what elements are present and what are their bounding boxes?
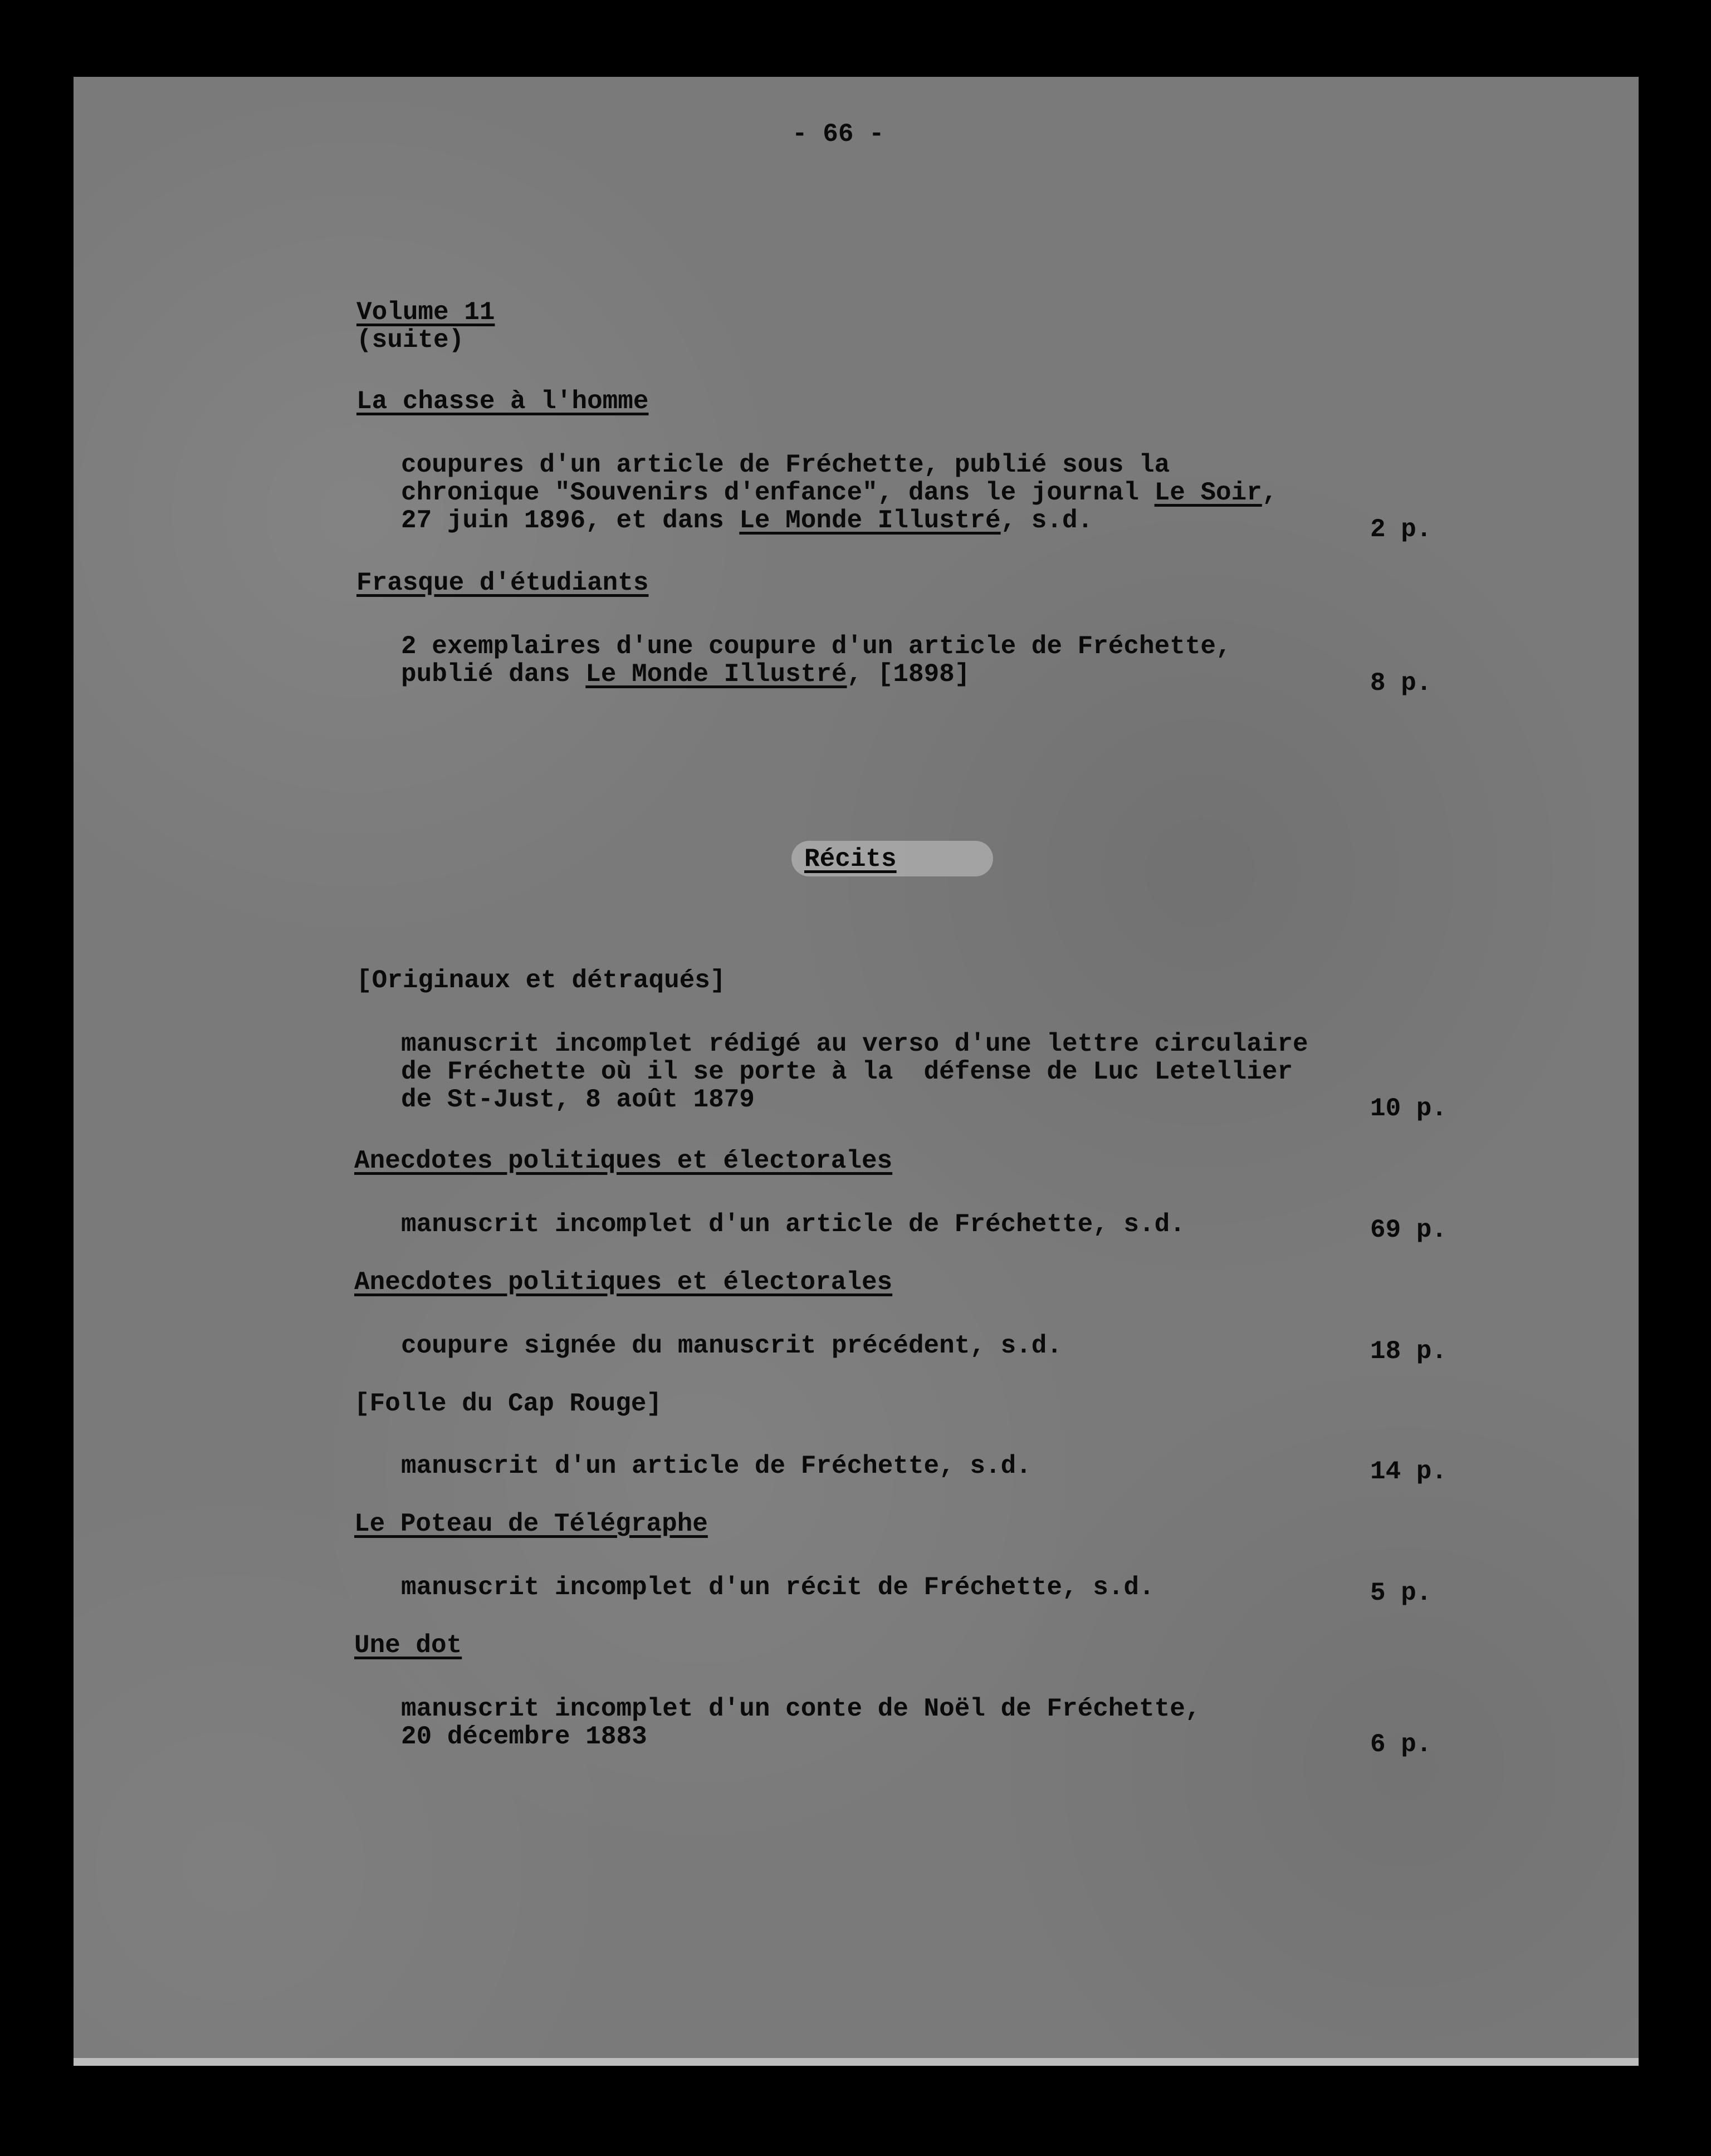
line-text: , [1262, 478, 1278, 507]
line-text: , s.d. [1000, 506, 1093, 535]
publication-title: Le Soir [1154, 478, 1262, 507]
entry-description-line: de Fréchette où il se porte à la défense de Luc Letellier [401, 1057, 1293, 1086]
line-text: chronique "Souvenirs d'enfance", dans le journal [401, 478, 1155, 507]
page-count: 8 p. [1370, 669, 1432, 698]
document-page [74, 77, 1639, 2066]
section-heading: Récits [804, 845, 897, 874]
line-text: 27 juin 1896, et dans [401, 506, 740, 535]
entry-title: Anecdotes politiques et électorales [354, 1268, 893, 1297]
line-text: , [1898] [847, 660, 970, 689]
entry-description-line: manuscrit incomplet d'un récit de Fréchette, s.d. [401, 1573, 1155, 1602]
page-count: 69 p. [1370, 1216, 1448, 1244]
entry-description-line: manuscrit incomplet d'un conte de Noël de Fréchette, [401, 1694, 1201, 1723]
page-count: 2 p. [1370, 515, 1432, 544]
volume-title: Volume 11 [356, 298, 495, 327]
entry-title: La chasse à l'homme [356, 387, 649, 416]
page-count: 18 p. [1370, 1337, 1448, 1366]
entry-description-line: 2 exemplaires d'une coupure d'un article de Fréchette, [401, 632, 1231, 661]
page-count: 10 p. [1370, 1094, 1448, 1123]
entry-description-line: 20 décembre 1883 [401, 1722, 647, 1751]
publication-title: Le Monde Illustré [585, 660, 847, 689]
entry-title: Frasque d'étudiants [356, 569, 649, 597]
page-count: 6 p. [1370, 1730, 1432, 1759]
volume-subtitle: (suite) [356, 326, 465, 355]
entry-title: Une dot [354, 1631, 462, 1660]
entry-description-line [401, 479, 1277, 507]
page-count: 14 p. [1370, 1457, 1448, 1486]
publication-title: Le Monde Illustré [739, 506, 1001, 535]
entry-title: [Originaux et détraqués] [356, 966, 726, 995]
entry-description-line: manuscrit incomplet d'un article de Fréchette, s.d. [401, 1210, 1185, 1239]
line-text: publié dans [401, 660, 586, 689]
entry-title: [Folle du Cap Rouge] [354, 1389, 662, 1418]
entry-description-line: coupure signée du manuscrit précédent, s.d. [401, 1331, 1062, 1360]
page-count: 5 p. [1370, 1579, 1432, 1608]
page-number: - 66 - [792, 120, 884, 149]
entry-title: Le Poteau de Télégraphe [354, 1510, 708, 1538]
page-bottom-edge [74, 2058, 1639, 2066]
entry-description-line [401, 660, 970, 688]
entry-description-line: manuscrit d'un article de Fréchette, s.d. [401, 1452, 1032, 1481]
entry-description-line: coupures d'un article de Fréchette, publié sous la [401, 450, 1170, 479]
entry-title: Anecdotes politiques et électorales [354, 1146, 893, 1175]
entry-description-line: manuscrit incomplet rédigé au verso d'une lettre circulaire [401, 1030, 1308, 1059]
entry-description-line [401, 507, 1093, 535]
entry-description-line: de St-Just, 8 août 1879 [401, 1085, 755, 1114]
